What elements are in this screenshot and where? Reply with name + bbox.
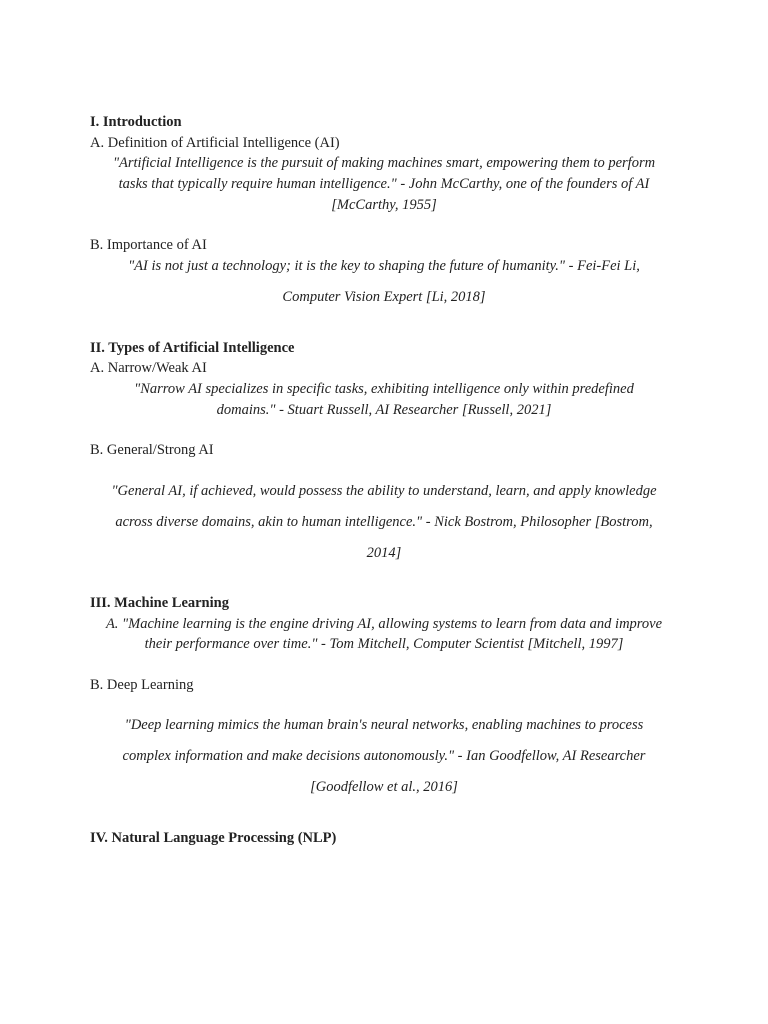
- quote-line: "General AI, if achieved, would possess the ability to understand, learn, and apply knowledge: [111, 483, 657, 499]
- subsection-general-strong-ai: B. General/Strong AI: [90, 442, 214, 458]
- quote-citation: [Goodfellow et al., 2016]: [310, 779, 458, 795]
- quote-citation: [McCarthy, 1955]: [331, 197, 437, 213]
- subsection-narrow-weak-ai: A. Narrow/Weak AI: [90, 360, 207, 376]
- quote-line: across diverse domains, akin to human intelligence." - Nick Bostrom, Philosopher [Bostrom,: [115, 514, 653, 530]
- subsection-definition-of-ai: A. Definition of Artificial Intelligence (AI): [90, 135, 340, 151]
- quote-line: "Narrow AI specializes in specific tasks, exhibiting intelligence only within predefined: [134, 381, 634, 397]
- subsection-importance-of-ai: B. Importance of AI: [90, 237, 207, 253]
- quote-citation: domains." - Stuart Russell, AI Researcher [Russell, 2021]: [216, 402, 552, 418]
- section-heading-nlp: IV. Natural Language Processing (NLP): [90, 830, 337, 846]
- section-heading-types-of-ai: II. Types of Artificial Intelligence: [90, 340, 295, 356]
- quote-line: "Artificial Intelligence is the pursuit of making machines smart, empowering them to perform: [112, 155, 656, 171]
- quote-line: complex information and make decisions autonomously." - Ian Goodfellow, AI Researcher: [122, 748, 646, 764]
- section-heading-machine-learning: III. Machine Learning: [90, 595, 229, 611]
- quote-line: A. "Machine learning is the engine driving AI, allowing systems to learn from data and improve: [105, 616, 663, 632]
- quote-line: tasks that typically require human intelligence." - John McCarthy, one of the founders of AI: [118, 176, 650, 192]
- quote-citation: Computer Vision Expert [Li, 2018]: [282, 289, 486, 305]
- quote-citation: 2014]: [366, 545, 402, 561]
- quote-citation: their performance over time." - Tom Mitchell, Computer Scientist [Mitchell, 1997]: [144, 636, 624, 652]
- section-heading-introduction: I. Introduction: [90, 114, 182, 130]
- subsection-deep-learning: B. Deep Learning: [90, 677, 194, 693]
- quote-line: "Deep learning mimics the human brain's neural networks, enabling machines to process: [124, 717, 644, 733]
- quote-line: "AI is not just a technology; it is the key to shaping the future of humanity." - Fei-Fei Li,: [128, 258, 640, 274]
